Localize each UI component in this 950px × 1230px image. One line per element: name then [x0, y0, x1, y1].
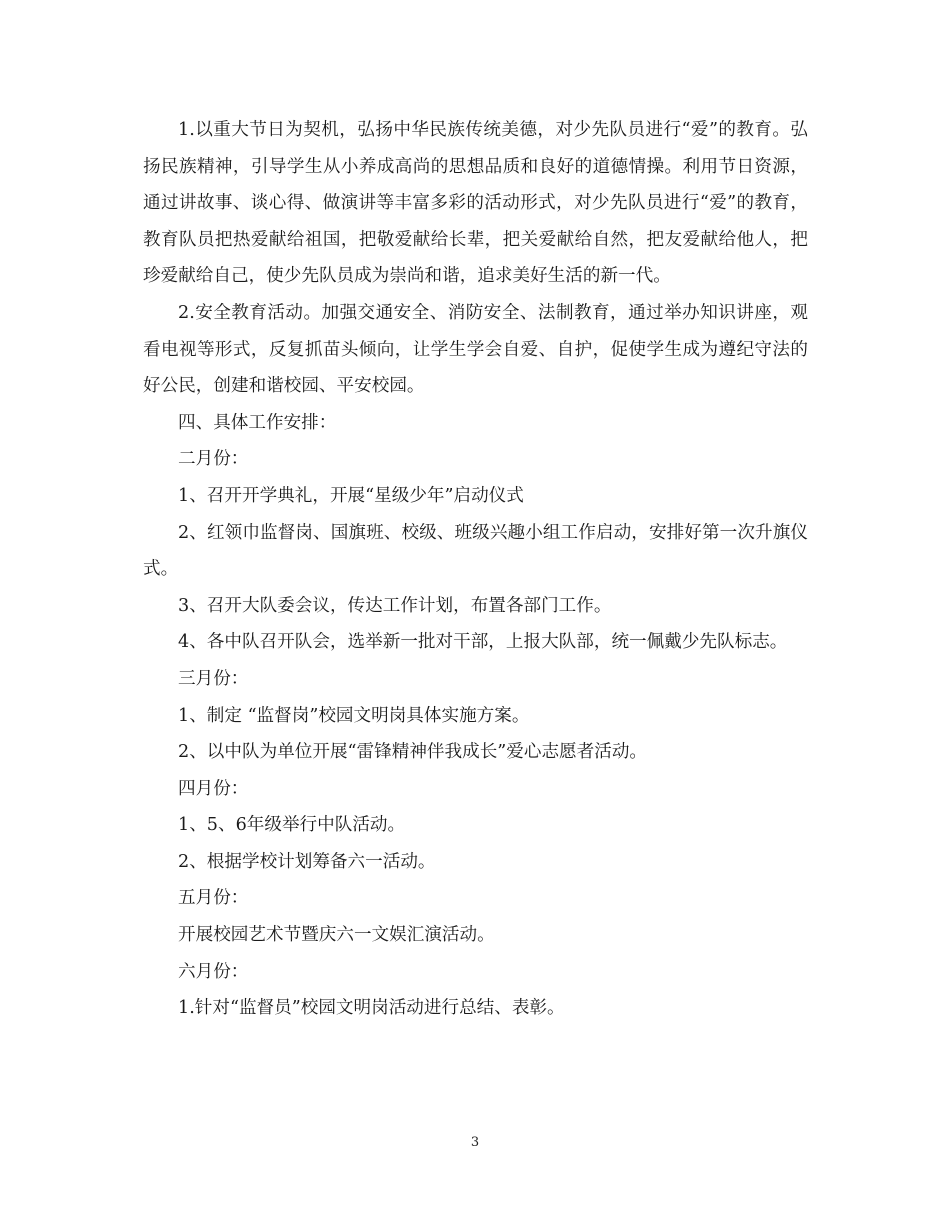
list-item: 开展校园艺术节暨庆六一文娱汇演活动。	[178, 925, 495, 946]
list-item: 4、各中队召开队会，选举新一批对干部，上报大队部，统一佩戴少先队标志。	[178, 632, 788, 653]
list-item: 2、红领巾监督岗、国旗班、校级、班级兴趣小组工作启动，安排好第一次升旗仪式。	[143, 522, 808, 580]
list-item: 1.针对“监督员”校园文明岗活动进行总结、表彰。	[178, 998, 565, 1019]
list-item: 1、制定 “监督岗”校园文明岗具体实施方案。	[178, 705, 530, 726]
list-item: 2、根据学校计划筹备六一活动。	[178, 851, 436, 872]
list-item: 3、召开大队委会议，传达工作计划，布置各部门工作。	[178, 595, 612, 616]
month-heading-june: 六月份：	[178, 961, 249, 982]
month-heading-may: 五月份：	[178, 888, 249, 909]
page-number: 3	[470, 1135, 480, 1150]
month-heading-april: 四月份：	[178, 778, 249, 799]
list-item: 1、召开开学典礼，开展“星级少年”启动仪式	[178, 485, 524, 506]
paragraph-holiday-education: 1.以重大节日为契机，弘扬中华民族传统美德，对少先队员进行“爱”的教育。弘扬民族精神，引导学生从小养成高尚的思想品质和良好的道德情操。利用节日资源，通过讲故事、谈心得、做演讲等丰富多彩的活动形式，对少先队员进行“爱”的教育，教育队员把热爱献给祖国，把敬爱献给长辈，把关爱献给自然，把友爱献给他人，把珍爱献给自己，使少先队员成为崇尚和谐，追求美好生活的新一代。	[143, 120, 808, 287]
paragraph-safety-education: 2.安全教育活动。加强交通安全、消防安全、法制教育，通过举办知识讲座，观看电视等形式，反复抓苗头倾向，让学生学会自爱、自护，促使学生成为遵纪守法的好公民，创建和谐校园、平安校园。	[143, 302, 808, 397]
list-item: 1、5、6年级举行中队活动。	[178, 815, 406, 836]
month-heading-february: 二月份：	[178, 449, 249, 470]
list-item: 2、以中队为单位开展“雷锋精神伴我成长”爱心志愿者活动。	[178, 742, 648, 763]
section-heading-work-arrangement: 四、具体工作安排：	[178, 412, 337, 433]
month-heading-march: 三月份：	[178, 668, 249, 689]
document-body	[143, 112, 808, 1027]
